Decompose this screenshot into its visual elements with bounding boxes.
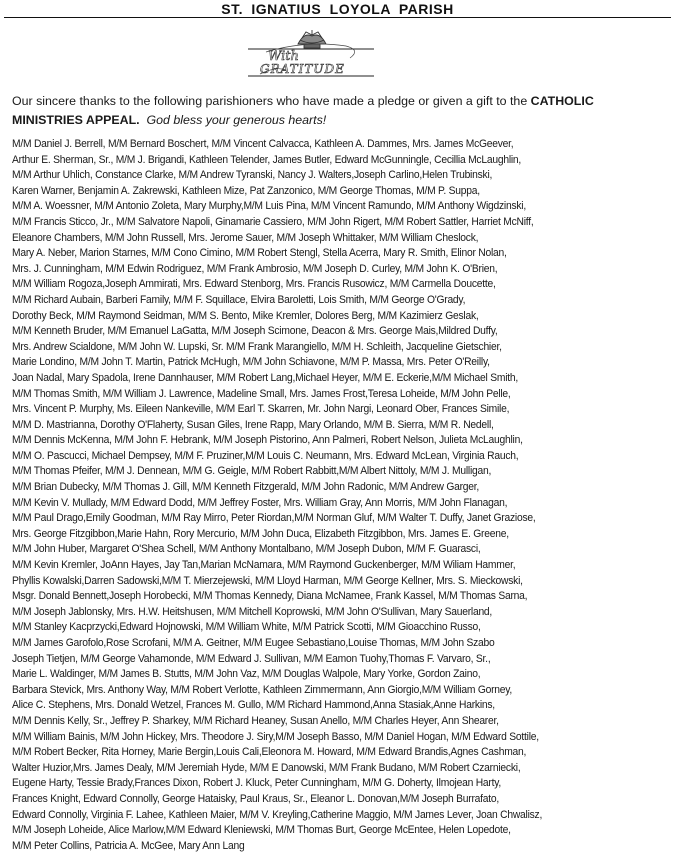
donor-line: M/M Peter Collins, Patricia A. McGee, Mary Ann Lang bbox=[12, 839, 245, 852]
blessing-text: God bless your generous hearts! bbox=[146, 113, 327, 127]
donor-line: M/M John Huber, Margaret O'Shea Schell, M/M Anthony Montalbano, M/M Joseph Dubon, M/M F. Guarasci, bbox=[12, 543, 481, 556]
donor-line: M/M Kenneth Bruder, M/M Emanuel LaGatta, M/M Joseph Scimone, Deacon & Mrs. George Mais,Mildred Duffy, bbox=[12, 325, 498, 338]
donor-line: M/M O. Pascucci, Michael Dempsey, M/M F. Pruziner,M/M Louis C. Neumann, Mrs. Edward McLean, Virginia Rauch, bbox=[12, 449, 519, 462]
donor-line: Karen Warner, Benjamin A. Zakrewski, Kathleen Mize, Pat Zanzonico, M/M George Thomas, M/M P. Suppa, bbox=[12, 184, 480, 197]
donor-line: Arthur E. Sherman, Sr., M/M J. Brigandi, Kathleen Telender, James Butler, Edward McGunningle, Cecillia McLaughlin, bbox=[12, 153, 522, 166]
donor-line: M/M Francis Sticco, Jr., M/M Salvatore Napoli, Ginamarie Cassiero, M/M John Rigert, M/M Robert Sattler, Harriet McNiff, bbox=[12, 215, 534, 228]
donor-line: M/M Brian Dubecky, M/M Thomas J. Gill, M/M Kenneth Fitzgerald, M/M John Radonic, M/M Andrew Garger, bbox=[12, 481, 480, 494]
donor-line: Mrs. George Fitzgibbon,Marie Hahn, Rory Mercurio, M/M John Duca, Elizabeth Fitzgibbon, Mrs. James E. Greene, bbox=[12, 527, 509, 540]
donor-line: M/M Kevin V. Mullady, M/M Edward Dodd, M/M Jeffrey Foster, Mrs. William Gray, Ann Morris, M/M John Flanagan, bbox=[12, 496, 508, 509]
with-gratitude-logo-graphic bbox=[246, 28, 376, 82]
donor-list bbox=[12, 137, 619, 854]
donor-line: M/M Thomas Smith, M/M William J. Lawrence, Madeline Small, Mrs. James Frost,Teresa Loheide, M/M John Pelle, bbox=[12, 387, 511, 400]
donor-line: M/M Stanley Kacprzycki,Edward Hojnowski, M/M William White, M/M Patrick Scotti, M/M Gioacchino Russo, bbox=[12, 621, 481, 634]
donor-line: Joseph Tietjen, M/M George Vahamonde, M/M Edward J. Sullivan, M/M Eamon Tuohy,Thomas F. Varvaro, Sr., bbox=[12, 652, 491, 665]
donor-line: M/M Robert Becker, Rita Horney, Marie Bergin,Louis Cali,Eleonora M. Howard, M/M Edward Brandis,Agnes Cashman, bbox=[12, 746, 527, 759]
donor-line: Edward Connolly, Virginia F. Lahee, Kathleen Maier, M/M V. Kreyling,Catherine Maggio, M/M James Lever, Joan Chwalisz, bbox=[12, 808, 543, 821]
donor-line: M/M D. Mastrianna, Dorothy O'Flaherty, Susan Giles, Irene Rapp, Mary Orlando, M/M B. Sierra, M/M R. Nedell, bbox=[12, 418, 494, 431]
donor-line: Walter Huzior,Mrs. James Dealy, M/M Jeremiah Hyde, M/M E Danowski, M/M Frank Budano, M/M Robert Czarniecki, bbox=[12, 761, 521, 774]
donor-line: Mrs. Andrew Scialdone, M/M John W. Lupski, Sr. M/M Frank Marangiello, M/M H. Schleith, Jacqueline Gietschier, bbox=[12, 340, 502, 353]
donor-line: Msgr. Donald Bennett,Joseph Horobecki, M/M Thomas Kennedy, Diana McNamee, Frank Kassel, M/M Thomas Sarna, bbox=[12, 590, 528, 603]
donor-line: M/M William Rogoza,Joseph Ammirati, Mrs. Edward Stenborg, Mrs. Francis Rusowicz, M/M Carmella Doucette, bbox=[12, 278, 496, 291]
donor-line: M/M James Garofolo,Rose Scrofani, M/M A. Geitner, M/M Eugee Sebastiano,Louise Thomas, M/M John Szabo bbox=[12, 637, 495, 649]
appeal-name: CATHOLIC MINISTRIES APPEAL. bbox=[12, 94, 594, 127]
donor-line: Dorothy Beck, M/M Raymond Seidman, M/M S. Bento, Mike Kremler, Dolores Berg, M/M Kazimierz Geslak, bbox=[12, 309, 479, 322]
donor-line: M/M Kevin Kremler, JoAnn Hayes, Jay Tan,Marian McNamara, M/M Raymond Guckenberger, M/M Wiliam Hammer, bbox=[12, 559, 516, 572]
donor-line: M/M William Bainis, M/M John Hickey, Mrs. Theodore J. Siry,M/M Joseph Basso, M/M Daniel Hogan, M/M Edward Sottile, bbox=[12, 730, 539, 743]
donor-line: M/M Arthur Uhlich, Constance Clarke, M/M Andrew Tyranski, Nancy J. Walters,Joseph Carlino,Helen Trubinski, bbox=[12, 169, 493, 182]
donor-line: M/M Thomas Pfeifer, M/M J. Dennean, M/M G. Geigle, M/M Robert Rabbitt,M/M Albert Nittoly, M/M J. Mulligan, bbox=[12, 465, 492, 478]
donor-line: M/M A. Woessner, M/M Antonio Zoleta, Mary Murphy,M/M Luis Pina, M/M Vincent Ramundo, M/M Anthony Wigdzinski, bbox=[12, 200, 526, 213]
parish-title: ST. IGNATIUS LOYOLA PARISH bbox=[221, 1, 454, 17]
donor-line: Alice C. Stephens, Mrs. Donald Wetzel, Frances M. Gullo, M/M Richard Hammond,Anna Stasiak,Anne Harkins, bbox=[12, 699, 495, 712]
donor-line: Eugene Harty, Tessie Brady,Frances Dixon, Robert J. Kluck, Peter Cunningham, M/M G. Doherty, Ilmojean Harty, bbox=[12, 777, 502, 790]
donor-line: Marie L. Waldinger, M/M James B. Stutts, M/M John Vaz, M/M Douglas Walpole, Mary Yorke, Gordon Zaino, bbox=[12, 668, 481, 681]
donor-line: M/M Paul Drago,Emily Goodman, M/M Ray Mirro, Peter Riordan,M/M Norman Gluf, M/M Walter T. Duffy, Janet Graziose, bbox=[12, 512, 536, 525]
donor-line: Joan Nadal, Mary Spadola, Irene Dannhauser, M/M Robert Lang,Michael Heyer, M/M E. Eckerie,M/M Michael Smith, bbox=[12, 371, 519, 384]
donor-line: Mrs. Vincent P. Murphy, Ms. Eileen Nankeville, M/M Earl T. Skarren, Mr. John Nargi, Leonard Ober, Frances Simile, bbox=[12, 403, 510, 416]
donor-line: M/M Daniel J. Berrell, M/M Bernard Boschert, M/M Vincent Calvacca, Kathleen A. Dammes, Mrs. James McGeever, bbox=[12, 138, 514, 150]
intro-paragraph bbox=[12, 92, 662, 130]
donor-line: M/M Richard Aubain, Barberi Family, M/M F. Squillace, Elvira Baroletti, Lois Smith, M/M George O'Grady, bbox=[12, 293, 466, 306]
donor-line: Eleanore Chambers, M/M John Russell, Mrs. Jerome Sauer, M/M Joseph Whittaker, M/M William Cheslock, bbox=[12, 231, 479, 244]
page-header bbox=[4, 0, 671, 18]
donor-line: Phyllis Kowalski,Darren Sadowski,M/M T. Mierzejewski, M/M Lloyd Harman, M/M George Kellner, Mrs. S. Mieckowski, bbox=[12, 574, 523, 587]
with-gratitude-logo bbox=[246, 28, 376, 82]
donor-line: Barbara Stevick, Mrs. Anthony Way, M/M Robert Verlotte, Kathleen Zimmermann, Ann Giorgio,M/M William Gorney, bbox=[12, 683, 513, 696]
donor-line: M/M Joseph Jablonsky, Mrs. H.W. Heitshusen, M/M Mitchell Koprowski, M/M John O'Sullivan, Mary Sauerland, bbox=[12, 605, 493, 618]
donor-line: M/M Dennis McKenna, M/M John F. Hebrank, M/M Joseph Pistorino, Ann Palmeri, Robert Nelson, Julieta McLaughlin, bbox=[12, 434, 523, 447]
donor-line: M/M Dennis Kelly, Sr., Jeffrey P. Sharkey, M/M Richard Heaney, Susan Anello, M/M Charles Heyer, Ann Shearer, bbox=[12, 714, 499, 727]
svg-text:With: With bbox=[268, 49, 299, 64]
donor-line: Frances Knight, Edward Connolly, George Hataisky, Paul Kraus, Sr., Eleanor L. Donovan,M/M Joseph Burrafato, bbox=[12, 792, 500, 805]
donor-line: M/M Joseph Loheide, Alice Marlow,M/M Edward Kleniewski, M/M Thomas Burt, George McEntee, Helen Lopedote, bbox=[12, 824, 511, 837]
svg-text:GRATITUDE: GRATITUDE bbox=[260, 62, 345, 76]
donor-line: Mrs. J. Cunningham, M/M Edwin Rodriguez, M/M Frank Ambrosio, M/M Joseph D. Curley, M/M John K. O'Brien, bbox=[12, 262, 498, 275]
intro-text: Our sincere thanks to the following parishioners who have made a pledge or given a gift to the bbox=[12, 94, 528, 108]
donor-line: Marie Londino, M/M John T. Martin, Patrick McHugh, M/M John Schiavone, M/M P. Massa, Mrs. Peter O'Reilly, bbox=[12, 356, 490, 369]
donor-line: Mary A. Neber, Marion Starnes, M/M Cono Cimino, M/M Robert Stengl, Stella Acerra, Mary R. Smith, Elinor Nolan, bbox=[12, 247, 507, 260]
